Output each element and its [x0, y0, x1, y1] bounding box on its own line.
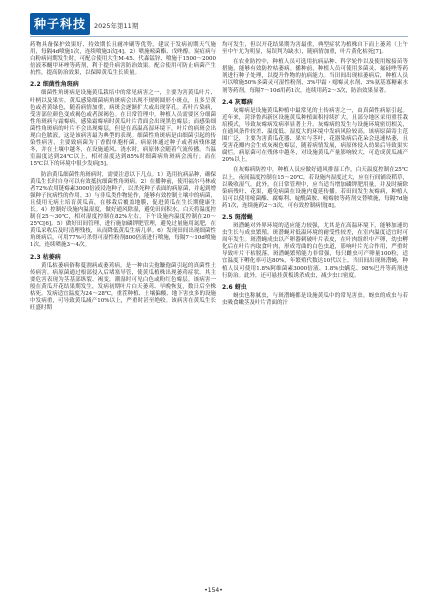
journal-logo: 种子科技	[30, 13, 90, 35]
section-heading: 2.5 斑潜蝇	[222, 213, 253, 221]
body-paragraph: 在灰霉病防控中，种植人员应做好通风排湿工作，白天温度控制在25℃以上，夜间温度控制在15～20℃，若设施内湿度过大，应在行间铺设稻草，以吸收湿气。此外，在日常管理中，应当适当增加磷钾肥用量，并及时摘除染病残叶、花果，避免病菌在设施内蔓延传播。若田间发生灰霉病，种植人员可以使用嘧菌酯、腐霉利、啶酰菌胺、嘧霉胺等药剂交替喷施，每隔7d施药1次，连续施药2～3次，可有效控制病情[8]。	[222, 167, 408, 209]
right-column	[222, 42, 408, 310]
page-number: •154•	[204, 587, 223, 594]
section-heading: 2.6 蚜虫	[222, 283, 247, 291]
section-heading: 2.2 细菌性角斑病	[30, 81, 79, 89]
section-heading: 2.3 枯萎病	[30, 253, 61, 261]
body-paragraph: 灰霉病是设施黄瓜种植中最常见的土传病害之一，由真菌性病原引起。近年来，菏泽鲁西新区设施黄瓜种植面积持续扩大，且部分地区采用重茬栽培模式，导致灰霉病发病率显著上升。灰霉病的发生与设施环境密切相关，在通风条件较差、温度低、湿度大的环境中发病风险较高。该病原菌寄主范围广泛，主要为害黄瓜花器、果实与茎叶，花器染病后花朵会迅速枯萎，且受害花瓣内会生成灰褐色霉层，随着病情发展，病原体侵入幼果后导致果实腐烂。病原菌可在残体中越冬，对设施黄瓜产量影响较大，可造成黄瓜减产20%以上。	[222, 107, 408, 164]
body-paragraph: 均可发生，但以开花结果期为害最重，典型症状为植株自下而上萎蔫（上午至中午尤为明显，易误判为缺水），随病情加重，叶片黄化枯死[7]。	[222, 42, 408, 56]
header-rule	[30, 36, 408, 37]
body-paragraph: 黄瓜枯萎病俗称蔓割病或萎蔫病，是一种由尖孢镰孢菌引起的真菌性土传病害。病原菌通过根部侵入后堵塞导管，使黄瓜植株出现萎蔫症状。其主要危害表现为茎基部纵裂、褐变，潮湿时可见白色或粉红色霉层。该病害一般在黄瓜开花结果期发生，发病初期叶片白天萎蔫、早晚恢复，数日后全株枯死。发病适宜温度为24～28℃，重茬种植、土壤偏酸、地下害虫多的设施中发病重，可导致黄瓜减产10%以上，严重时甚至绝收。该病害在黄瓜生长旺盛时期	[30, 262, 216, 312]
body-paragraph: 蚜虫也称腻虫，与斑潜蝇都是设施黄瓜中的常见害虫。蚜虫的成虫与若虫吸食嫩茎及叶片背面的汁	[222, 292, 408, 306]
journal-header	[30, 12, 410, 36]
body-paragraph: 在农业防控中，种植人员可选用抗病品种、科学轮作以及使用嫁接苗等措施，能够有效防控枯萎病。播种前，种植人员可使用多菌灵、氟硅唑等药剂进行种子处理，以提升作物的抗病能力。当田间出现枯萎病后，种植人员可以喷施50%多菌灵可湿性粉剂、3%甲霜・噁霉灵水剂、3%氨基寡糖素水剂等药剂，每隔7～10d用药1次，连续用药2～3次，防治效果显著。	[222, 59, 408, 94]
body-paragraph: 细菌性角斑病是设施黄瓜栽培中的常见病害之一，主要为害黄瓜叶片、叶柄以及果实。黄瓜感染细菌病角斑病会出现不规则圆形小斑点，且多呈黄色或者黄绿色，随着病情加重，病斑会逐渐扩大或出现穿孔。若叶片染病，受害部位颜色变成褐色或者深褐色。在日常管理中，种植人员需要区分细菌性角斑病与霜霉病，感染霜霉病时黄瓜叶片背面会出现黑色霉层；而感染细菌性角斑病的叶片不会出现霉层，但是在高温高湿环境下，叶片的病斑会出现白色脓液，这是该病害最为典型的表现。细菌性角斑病是由细菌引起的传染性病害，主要致病菌为丁香假单胞杆菌。病原体通过种子或者病残体越冬，并在土壤中越冬，在设施通风、浇水时，病原体会随着气流传播。当温室温度达到24℃以上，相对湿度达到85%时细菌病角斑病会流行；而在15℃以下的环境中很少发病[5]。	[30, 90, 216, 168]
section-heading: 2.4 灰霉病	[222, 98, 253, 106]
issue-label: 2025年第11期	[94, 22, 139, 30]
left-column	[30, 42, 216, 315]
body-paragraph: 防治黄瓜细菌性角斑病时，需要注意以下几点。1）选用抗病品种，确保黄瓜生长时自身可以有效抵抗细菌性角斑病。2）在播种前，使用福尔马林或者72%农用链霉素3000倍液浸泡种子，以杀死种子表面的病原菌，并起到增强种子抗病性的作用。3）与非瓜类作物轮作，能够有效控制土壤中的病菌，且使用无病土培育黄瓜苗，在移栽后覆盖地膜，促进黄瓜在生长期健康生长。4）控制好设施内温湿度，做好通风除湿，避免田间积水，白天将温度控制在25～30℃，相对湿度控制在82%左右，下午设施内温度控制在20～25℃[6]。5）做好田间管理，进行施加磷钾肥管理，避免过量施用氮肥，在黄瓜采收后及时清理残枝，从而降低黄瓜生病几率。6）发现田间出现细菌性角斑病后，可用77%可杀得可湿性粉剂800倍液进行喷施，每隔7～10d喷施1次，连续喷施3～4次。	[30, 171, 216, 249]
body-paragraph: 斑潜蝇对外界环境的适应能力较强，尤其是在高温环境下，能够加速幼虫生长与成虫繁殖。斑潜蝇对低温环境的耐受性较差，在室内温度适宜时可周年发生。斑潜蝇成虫以产卵器刺破叶片表皮，在叶肉组织中产卵，幼虫孵化后在叶片内取食叶肉，形成弯曲的白色虫道，影响叶片光合作用，严重时导致叶片干枯脱落。斑潜蝇繁殖能力非常强，每只雌虫可产卵量100粒，适宜温度下孵化率可达80%，年繁殖代数达10代以上。当田间出现斑潜蝇，种植人员可使用1.8%阿维菌素3000倍液、1.8%虫螨克、98%巴丹等药剂进行防治。此外，还可悬挂黄板诱杀成虫，减少虫口密度。	[222, 222, 408, 279]
body-paragraph: 药物具备保护效果好、持效期长且耐冲刷等优势，建议于发病初期天气施用，每隔4d喷施1次，连续喷施3次[4]。2）喷施嘧菌酯、戊唑醇。炭疽病与白粉病同期发生时，可配合使用大生M-45、代森锰锌、喷施于1500～2000倍液苯醚甲环唑等药剂，利于提升病害防治效果。配合使用可防止病菌产生抗性，提高防治效果，以保障黄瓜生长质量。	[30, 42, 216, 77]
